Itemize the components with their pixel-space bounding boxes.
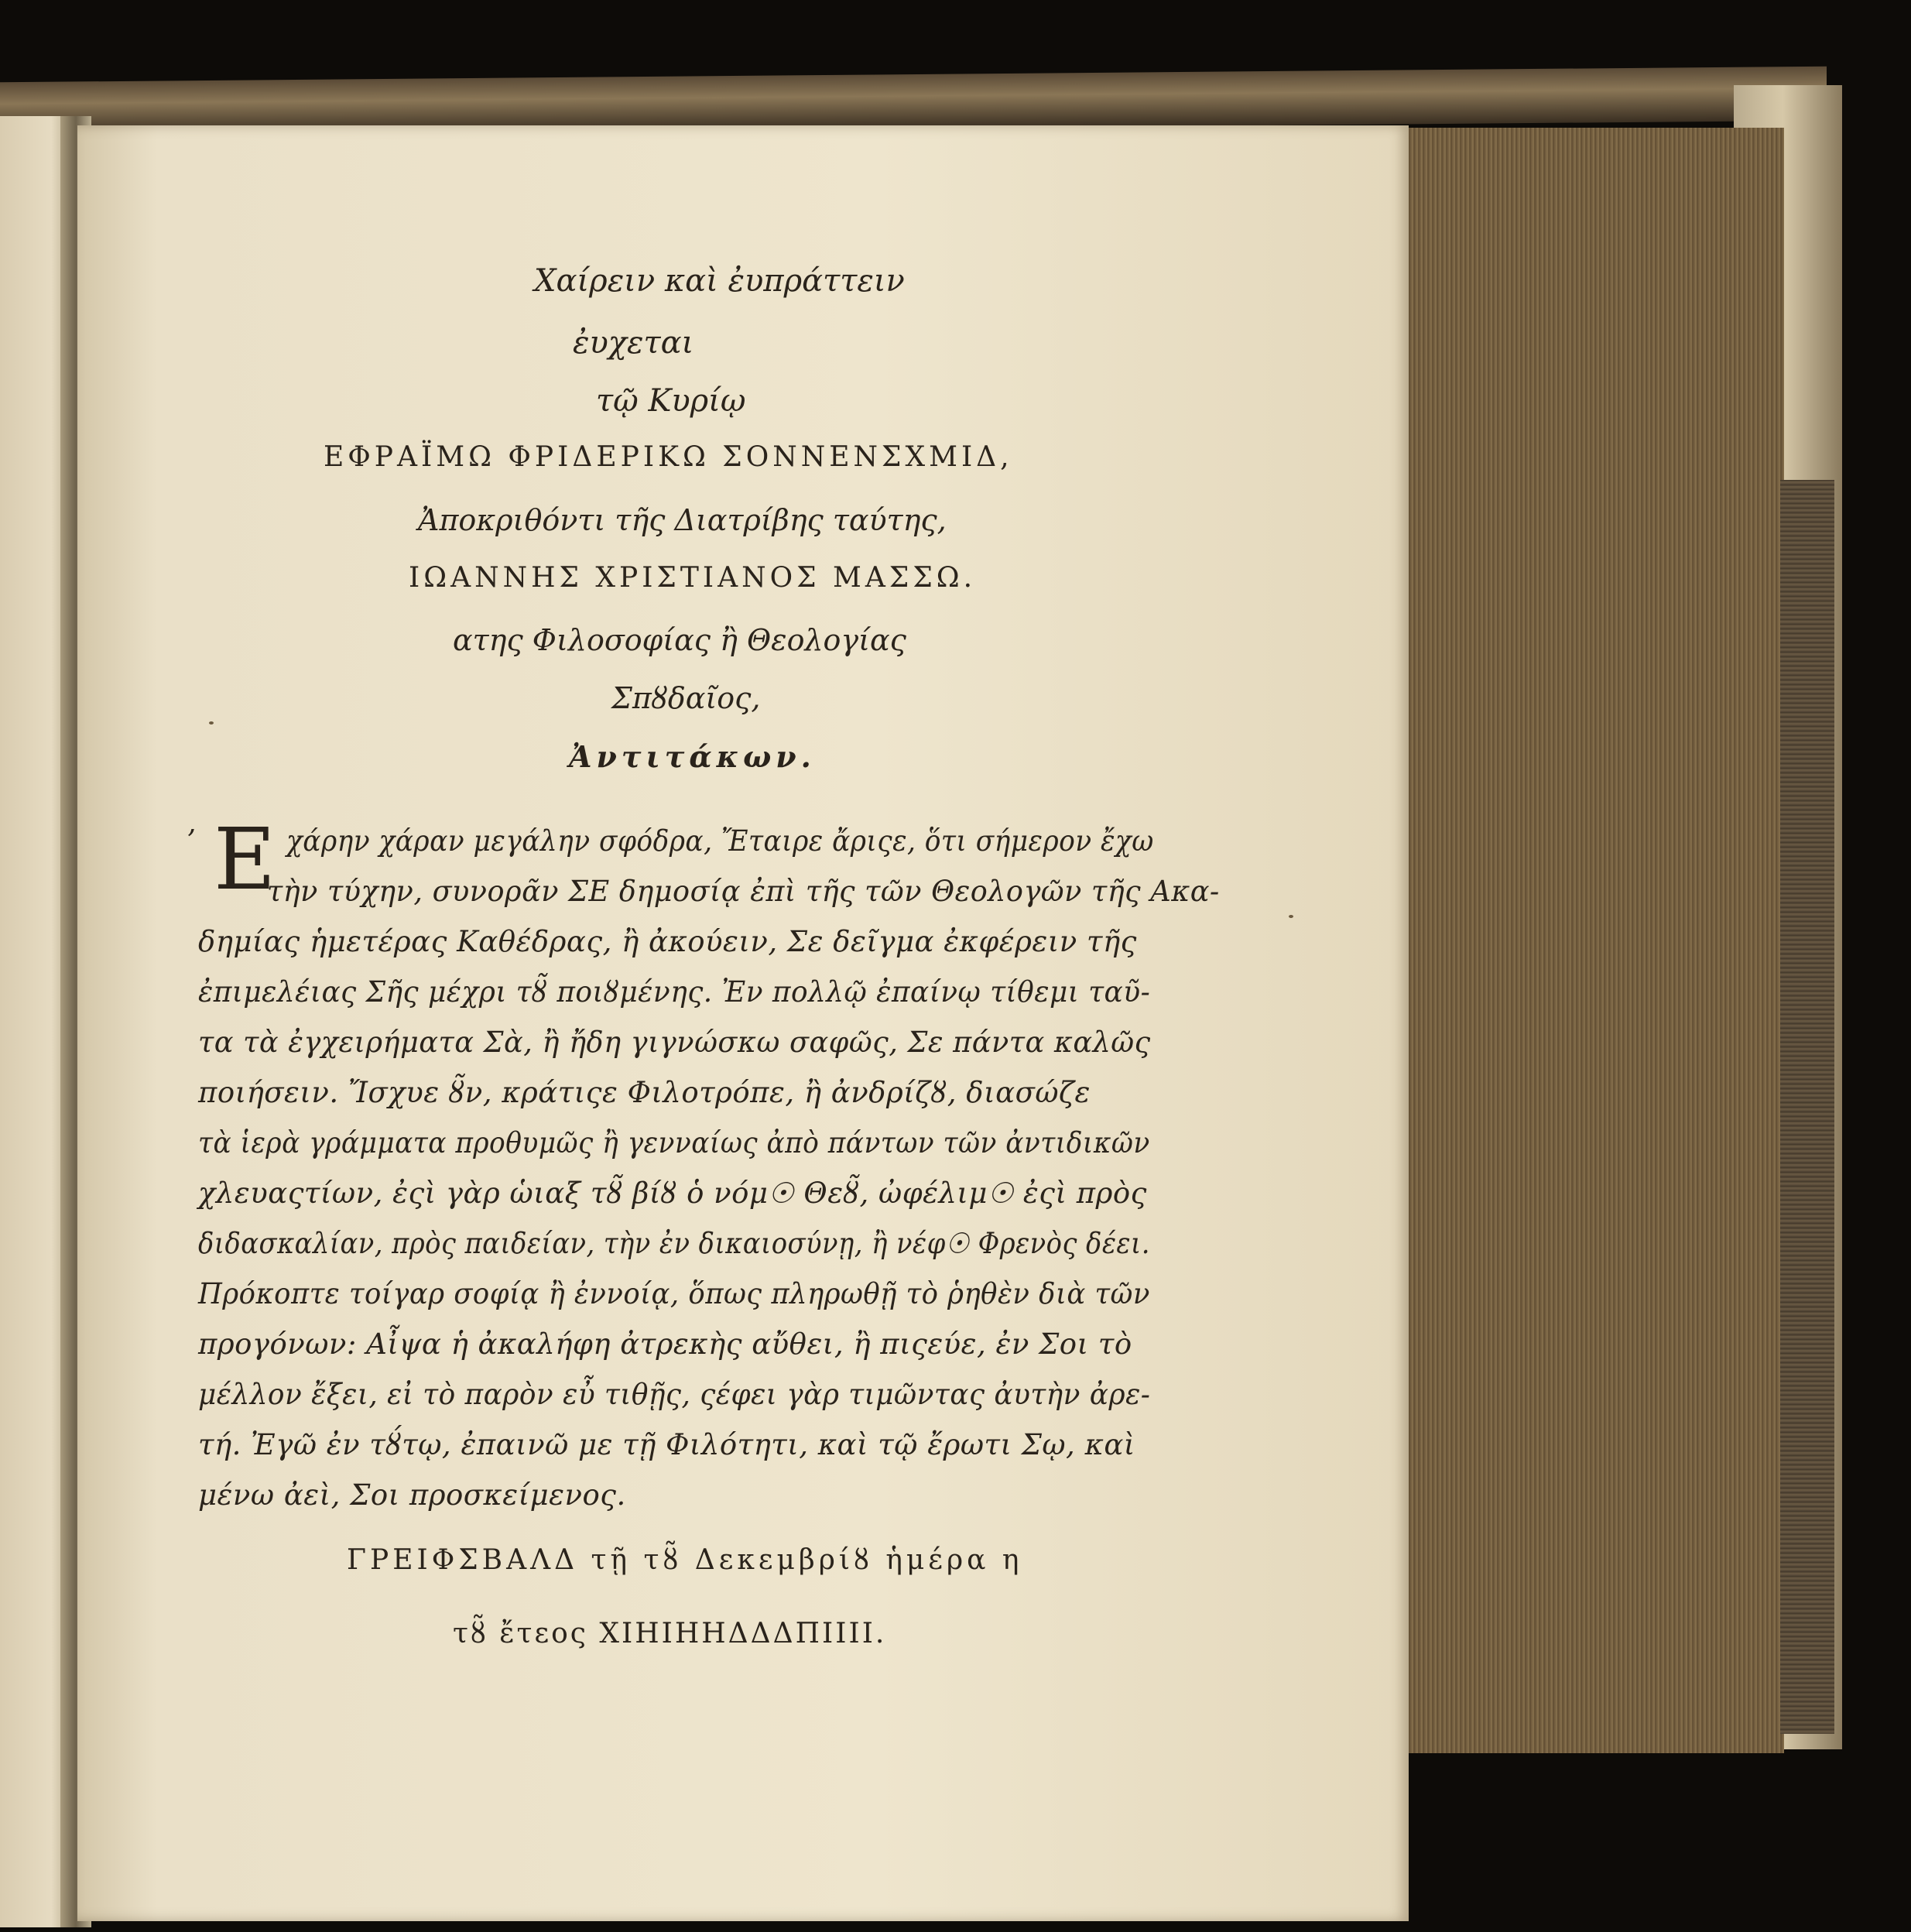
heading-line-3: τῷ Κυρίῳ <box>596 383 746 419</box>
heading-line-1: Χαίρειν καὶ ἐυπράττειν <box>534 263 905 299</box>
cover-edge <box>1780 480 1834 1734</box>
body-line-1: χάρην χάραν μεγάλην σφόδρα, Ἔταιρε ἄριςε, ὅτι σήμερον ἔχω <box>286 824 1154 858</box>
body-line-13: τή. Ἐγῶ ἐν τȣ́τῳ, ἐπαινῶ με τῇ Φιλότητι, καὶ τῷ ἔρωτι Σῳ, καὶ <box>198 1428 1135 1461</box>
heading-line-5: Ἀποκριθόντι τῆς Διατρίβης ταύτης, <box>418 503 947 537</box>
footer-place-date: ΓΡΕΙΦΣΒΑΛΔ τῇ τȣ̃ Δεκεμβρίȣ ἡμέρα η <box>347 1544 1023 1576</box>
heading-line-4: ΕΦΡΑΪΜΩ ΦΡΙΔΕΡΙΚΩ ΣΟΝΝΕΝΣΧΜΙΔ, <box>324 441 1013 473</box>
dropcap-lead: ʼ <box>186 824 195 858</box>
body-line-11: προγόνων: Αἶψα ἡ ἀκαλήφη ἀτρεκὴς αὔθει, ἢ πιςεύε, ἐν Σοι τὸ <box>198 1327 1132 1361</box>
body-line-10: Πρόκοπτε τοίγαρ σοφίᾳ ἢ ἐννοίᾳ, ὅπως πληρωθῇ τὸ ῥηθὲν διὰ τῶν <box>198 1277 1150 1310</box>
heading-line-6: ΙΩΑΝΝΗΣ ΧΡΙΣΤΙΑΝΟΣ ΜΑΣΣΩ. <box>409 562 977 594</box>
ink-speck <box>209 721 214 724</box>
heading-line-9: Ἀντιτάκων. <box>569 739 816 774</box>
heading-line-7: ατης Φιλοσοφίας ἢ Θεολογίας <box>453 623 906 657</box>
body-line-14: μένω ἀεὶ, Σοι προσκείμενος. <box>198 1478 626 1512</box>
body-line-3: δημίας ἡμετέρας Καθέδρας, ἢ ἀκούειν, Σε δεῖγμα ἐκφέρειν τῆς <box>198 925 1137 958</box>
page-edges <box>1397 128 1784 1753</box>
footer-year: τȣ̃ ἔτεος ΧΙΗΙΗΗΔΔΔΠΙΙΙΙ. <box>453 1618 887 1649</box>
body-line-5: τα τὰ ἐγχειρήματα Σὰ, ἢ ἤδη γιγνώσκω σαφῶς, Σε πάντα καλῶς <box>198 1026 1151 1059</box>
heading-line-8: Σπȣδαῖος, <box>611 681 761 715</box>
body-line-7: τὰ ἱερὰ γράμματα προθυμῶς ἢ γενναίως ἀπὸ πάντων τῶν ἀντιδικῶν <box>198 1126 1150 1160</box>
body-line-12: μέλλον ἔξει, εἰ τὸ παρὸν εὖ τιθῇς, ςέφει γὰρ τιμῶντας ἀυτὴν ἀρε- <box>198 1378 1151 1411</box>
body-line-9: διδασκαλίαν, πρὸς παιδείαν, τὴν ἐν δικαιοσύνῃ, ἢ νέφ☉ Φρενὸς δέει. <box>198 1227 1150 1260</box>
body-line-2: τὴν τύχην, συνορᾶν ΣΕ δημοσίᾳ ἐπὶ τῆς τῶν Θεολογῶν τῆς Ακα- <box>267 875 1220 908</box>
heading-line-2: ἐυχεται <box>573 325 694 361</box>
ink-speck <box>1289 915 1293 918</box>
body-line-6: ποιήσειν. Ἴσχυε ȣ̃ν, κράτιςε Φιλοτρόπε, ἢ ἀνδρίζȣ, διασώζε <box>198 1076 1091 1109</box>
body-line-4: ἐπιμελέιας Σῆς μέχρι τȣ̃ ποιȣμένης. Ἐν πολλῷ ἐπαίνῳ τίθεμι ταῦ- <box>198 975 1151 1009</box>
body-line-8: χλευαςτίων, ἐςὶ γὰρ ὡιαξ τȣ̃ βίȣ ὁ νόμ☉ Θεȣ̃, ὠφέλιμ☉ ἐςὶ πρὸς <box>198 1177 1147 1210</box>
drop-cap: Ε <box>214 810 276 909</box>
